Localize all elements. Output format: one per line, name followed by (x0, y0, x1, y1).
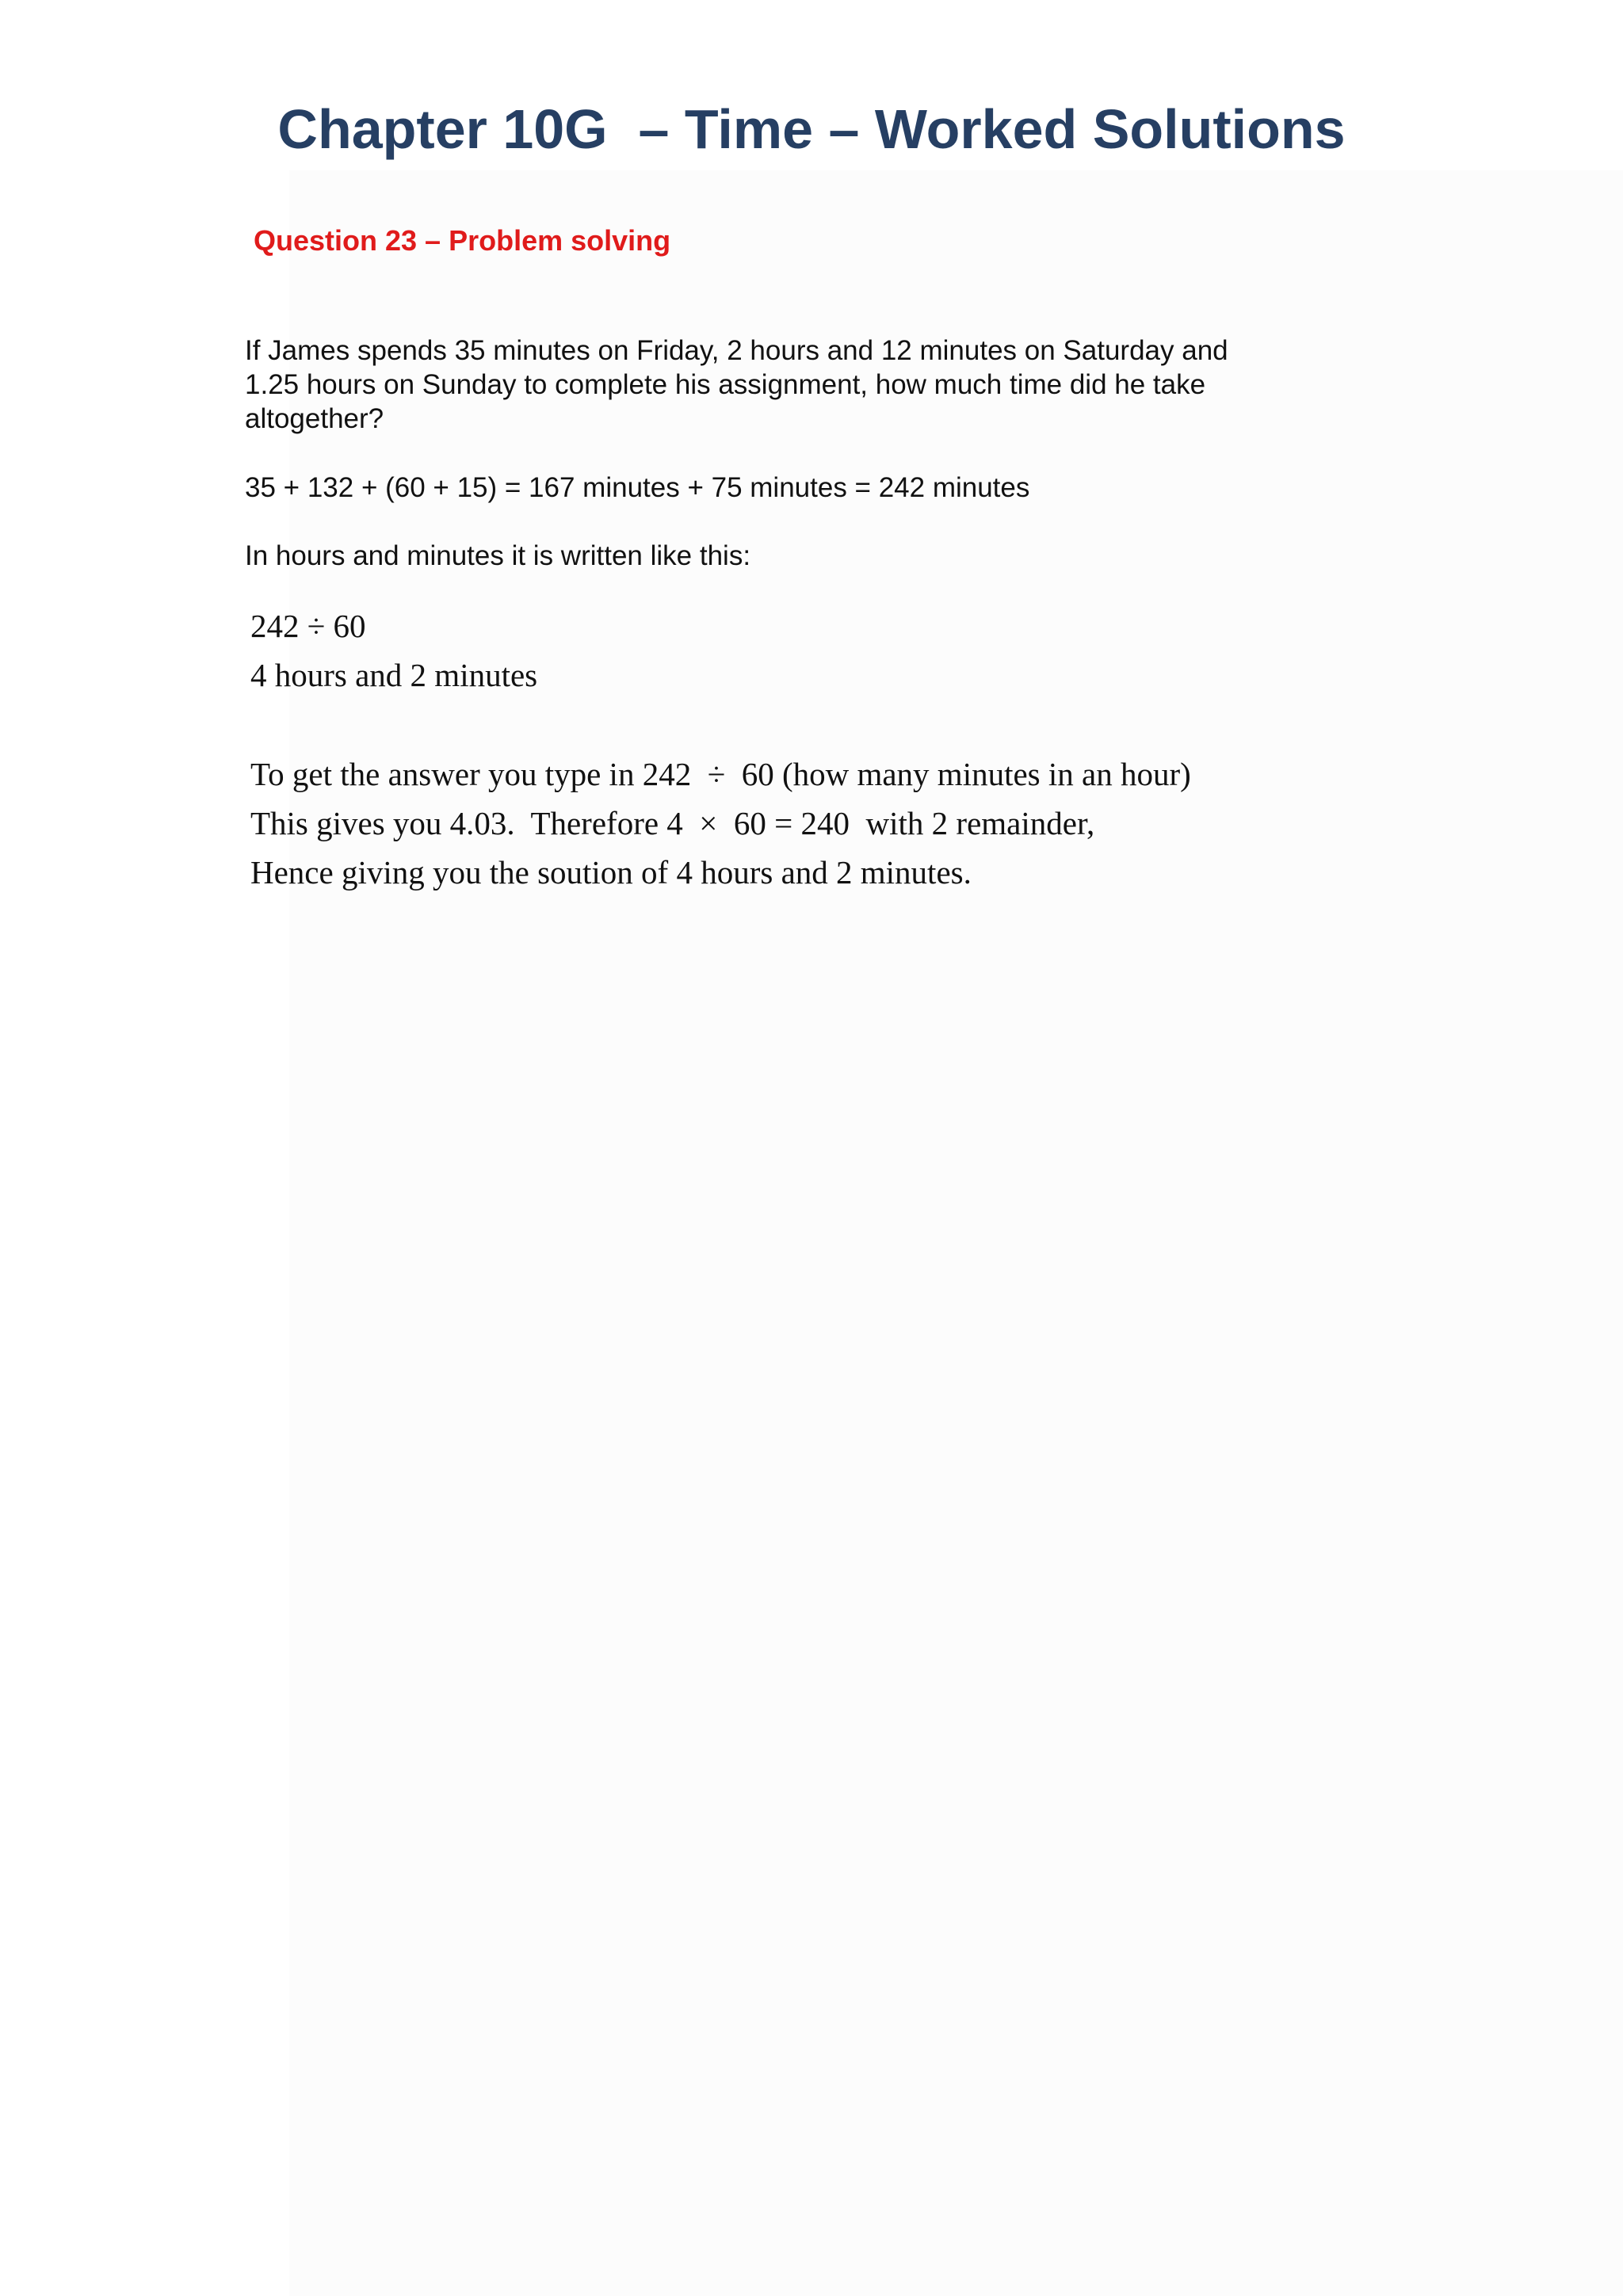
explanation-line-3: Hence giving you the soution of 4 hours and 2 minutes. (250, 854, 972, 891)
question-heading: Question 23 – Problem solving (254, 224, 671, 257)
question-text-line-1: If James spends 35 minutes on Friday, 2 hours and 12 minutes on Saturday and (245, 335, 1228, 366)
math-result-line: 4 hours and 2 minutes (250, 657, 538, 693)
explanation-line-1: To get the answer you type in 242 ÷ 60 (how many minutes in an hour) (250, 756, 1191, 792)
explanation-line-2: This gives you 4.03. Therefore 4 × 60 = 240 with 2 remainder, (250, 805, 1095, 841)
question-text-line-3: altogether? (245, 403, 384, 434)
solution-intro: In hours and minutes it is written like this: (245, 540, 751, 571)
calculation-line: 35 + 132 + (60 + 15) = 167 minutes + 75 minutes = 242 minutes (245, 472, 1030, 503)
math-division-line: 242 ÷ 60 (250, 608, 366, 644)
question-text-line-2: 1.25 hours on Sunday to complete his assignment, how much time did he take (245, 369, 1206, 400)
page-title: Chapter 10G – Time – Worked Solutions (277, 98, 1346, 160)
